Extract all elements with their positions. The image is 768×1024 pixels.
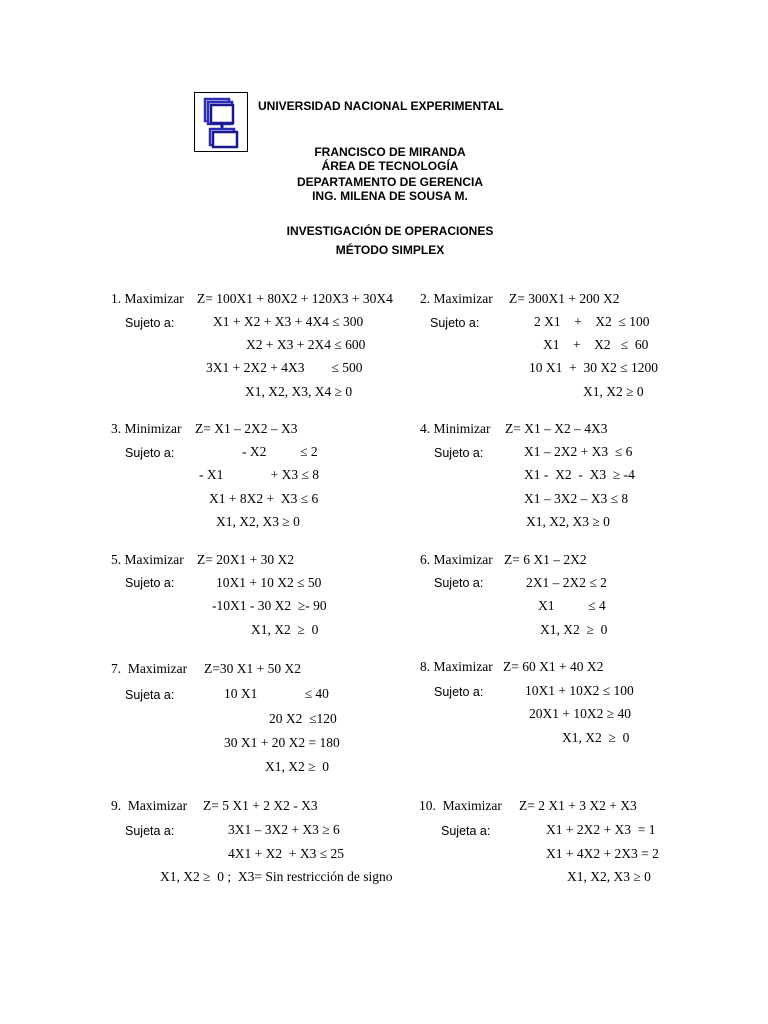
university-name: UNIVERSIDAD NACIONAL EXPERIMENTAL bbox=[258, 99, 504, 113]
problem-4-objective: Z= X1 – X2 – 4X3 bbox=[505, 421, 608, 436]
problem-9-objective: Z= 5 X1 + 2 X2 - X3 bbox=[203, 798, 318, 813]
problem-6-objective: Z= 6 X1 – 2X2 bbox=[504, 552, 587, 567]
problem-10-objective: Z= 2 X1 + 3 X2 + X3 bbox=[519, 798, 637, 813]
problem-4-title: 4. Minimizar bbox=[420, 421, 491, 436]
header-line-2: ÁREA DE TECNOLOGÍA bbox=[321, 159, 459, 173]
problem-1-constraint-3: 3X1 + 2X2 + 4X3 ≤ 500 bbox=[206, 360, 363, 375]
problem-7-constraint-3: 30 X1 + 20 X2 = 180 bbox=[224, 735, 340, 750]
problem-5-constraint-2: -10X1 - 30 X2 ≥- 90 bbox=[212, 598, 327, 613]
problem-10-constraint-1: X1 + 2X2 + X3 = 1 bbox=[546, 822, 656, 837]
problem-3-subject: Sujeto a: bbox=[125, 446, 175, 460]
problem-3-constraint-3: X1 + 8X2 + X3 ≤ 6 bbox=[209, 491, 319, 506]
problem-3-title: 3. Minimizar bbox=[111, 421, 182, 436]
problem-7-title: 7. Maximizar bbox=[111, 661, 188, 676]
problem-4-subject: Sujeto a: bbox=[434, 446, 484, 460]
problem-10-constraint-2: X1 + 4X2 + 2X3 = 2 bbox=[546, 846, 659, 861]
problem-9-constraint-2: 4X1 + X2 + X3 ≤ 25 bbox=[228, 846, 345, 861]
problem-5-title: 5. Maximizar bbox=[111, 552, 184, 567]
problem-10-title: 10. Maximizar bbox=[419, 798, 502, 813]
problem-2-subject: Sujeto a: bbox=[430, 316, 480, 330]
problem-4-constraint-2: X1 - X2 - X3 ≥ -4 bbox=[524, 467, 635, 482]
problem-6-constraint-2: X1 ≤ 4 bbox=[538, 598, 606, 613]
university-logo bbox=[194, 92, 248, 152]
problem-10-subject: Sujeta a: bbox=[441, 824, 491, 838]
problem-1-subject: Sujeto a: bbox=[125, 316, 175, 330]
problem-9-nonneg: X1, X2 ≥ 0 ; X3= Sin restricción de signo bbox=[160, 869, 393, 884]
problem-7-constraint-2: 20 X2 ≤120 bbox=[269, 711, 337, 726]
problem-1-constraint-1: X1 + X2 + X3 + 4X4 ≤ 300 bbox=[213, 314, 364, 329]
problem-5-subject: Sujeto a: bbox=[125, 576, 175, 590]
problem-6-title: 6. Maximizar bbox=[420, 552, 493, 567]
problem-2-title: 2. Maximizar bbox=[420, 291, 493, 306]
problem-1-constraint-2: X2 + X3 + 2X4 ≤ 600 bbox=[246, 337, 366, 352]
problem-8-constraint-1: 10X1 + 10X2 ≤ 100 bbox=[525, 683, 634, 698]
problem-6-subject: Sujeto a: bbox=[434, 576, 484, 590]
problem-1-nonneg: X1, X2, X3, X4 ≥ 0 bbox=[245, 384, 353, 399]
problem-4-constraint-3: X1 – 3X2 – X3 ≤ 8 bbox=[524, 491, 629, 506]
problem-5-objective: Z= 20X1 + 30 X2 bbox=[197, 552, 294, 567]
problem-7-nonneg: X1, X2 ≥ 0 bbox=[265, 759, 330, 774]
problem-6-nonneg: X1, X2 ≥ 0 bbox=[540, 622, 608, 637]
university-logo-icon bbox=[195, 93, 247, 151]
problem-7-objective: Z=30 X1 + 50 X2 bbox=[204, 661, 301, 676]
problem-2-constraint-1: 2 X1 + X2 ≤ 100 bbox=[534, 314, 650, 329]
header-line-4: ING. MILENA DE SOUSA M. bbox=[312, 189, 468, 203]
problem-2-nonneg: X1, X2 ≥ 0 bbox=[583, 384, 644, 399]
course-title: INVESTIGACIÓN DE OPERACIONES bbox=[286, 224, 494, 238]
problem-3-nonneg: X1, X2, X3 ≥ 0 bbox=[216, 514, 300, 529]
problem-4-nonneg: X1, X2, X3 ≥ 0 bbox=[526, 514, 610, 529]
problem-2-constraint-2: X1 + X2 ≤ 60 bbox=[543, 337, 649, 352]
problem-7-constraint-1: 10 X1 ≤ 40 bbox=[224, 686, 329, 701]
problem-2-objective: Z= 300X1 + 200 X2 bbox=[509, 291, 620, 306]
problem-5-constraint-1: 10X1 + 10 X2 ≤ 50 bbox=[216, 575, 322, 590]
problem-3-objective: Z= X1 – 2X2 – X3 bbox=[195, 421, 298, 436]
header-line-3: DEPARTAMENTO DE GERENCIA bbox=[296, 175, 483, 189]
problem-8-title: 8. Maximizar bbox=[420, 659, 493, 674]
problem-5-nonneg: X1, X2 ≥ 0 bbox=[251, 622, 319, 637]
problem-2-constraint-3: 10 X1 + 30 X2 ≤ 1200 bbox=[529, 360, 659, 375]
problem-9-subject: Sujeta a: bbox=[125, 824, 175, 838]
problem-3-constraint-2: - X1 + X3 ≤ 8 bbox=[199, 467, 320, 482]
problem-8-nonneg: X1, X2 ≥ 0 bbox=[562, 730, 630, 745]
problem-3-constraint-1: - X2 ≤ 2 bbox=[242, 444, 318, 459]
problem-7-subject: Sujeta a: bbox=[125, 688, 175, 702]
problem-1-title: 1. Maximizar bbox=[111, 291, 184, 306]
header-line-1: FRANCISCO DE MIRANDA bbox=[314, 145, 466, 159]
problem-8-subject: Sujeto a: bbox=[434, 685, 484, 699]
problem-8-objective: Z= 60 X1 + 40 X2 bbox=[503, 659, 604, 674]
problem-9-constraint-1: 3X1 – 3X2 + X3 ≥ 6 bbox=[228, 822, 340, 837]
problem-6-constraint-1: 2X1 – 2X2 ≤ 2 bbox=[526, 575, 607, 590]
problem-4-constraint-1: X1 – 2X2 + X3 ≤ 6 bbox=[524, 444, 633, 459]
problem-8-constraint-2: 20X1 + 10X2 ≥ 40 bbox=[529, 706, 632, 721]
topic-title: MÉTODO SIMPLEX bbox=[335, 243, 445, 257]
problem-10-nonneg: X1, X2, X3 ≥ 0 bbox=[567, 869, 651, 884]
problem-1-objective: Z= 100X1 + 80X2 + 120X3 + 30X4 bbox=[197, 291, 393, 306]
problem-9-title: 9. Maximizar bbox=[111, 798, 188, 813]
